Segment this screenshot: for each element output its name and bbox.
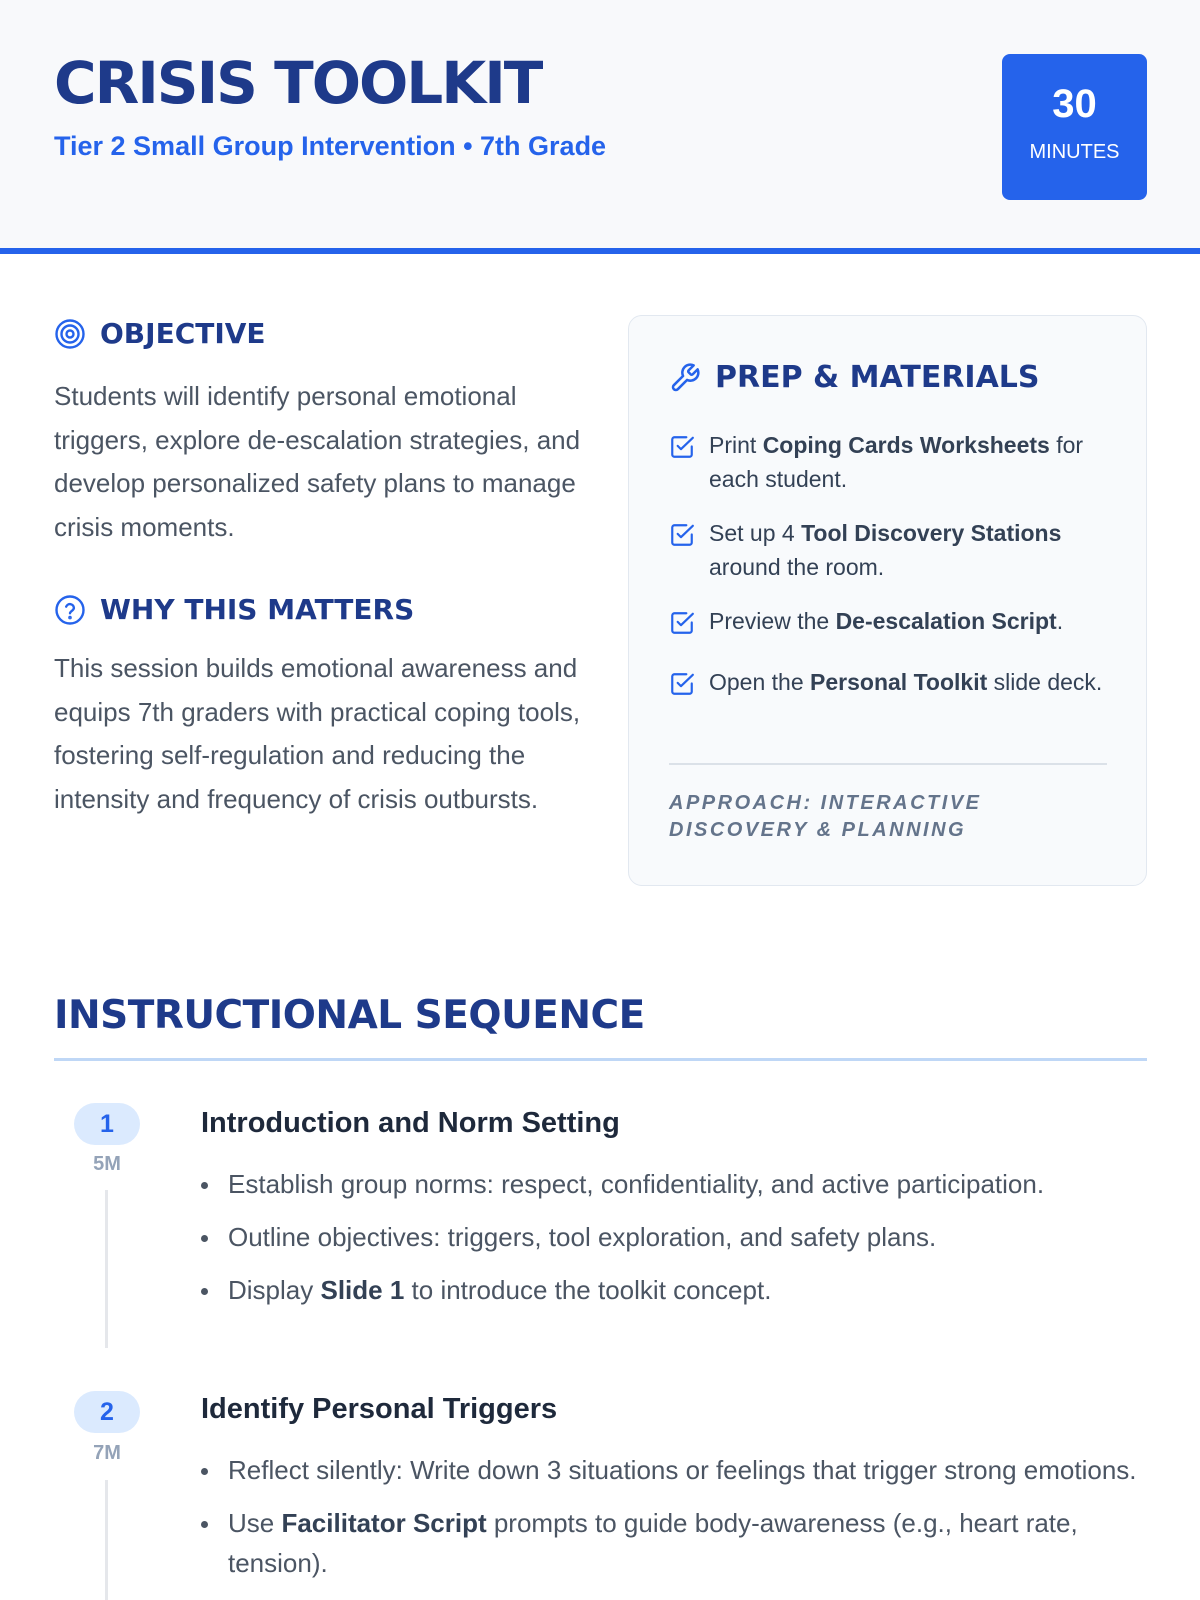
header bbox=[0, 0, 1200, 254]
step-bullet: Establish group norms: respect, confidentiality, and active participation. bbox=[201, 1164, 1141, 1204]
step-bullet: Display Slide 1 to introduce the toolkit concept. bbox=[201, 1270, 1141, 1310]
step-title: Identify Personal Triggers bbox=[201, 1393, 558, 1425]
prep-item bbox=[669, 665, 1109, 706]
approach-note: APPROACH: INTERACTIVE DISCOVERY & PLANNING bbox=[669, 792, 982, 841]
step-bullet: Outline objectives: triggers, tool exploration, and safety plans. bbox=[201, 1217, 1141, 1257]
why-heading bbox=[54, 593, 414, 626]
prep-item bbox=[669, 428, 1109, 496]
prep-divider bbox=[669, 763, 1107, 765]
sequence-divider bbox=[54, 1058, 1147, 1061]
why-text: This session builds emotional awareness and equips 7th graders with practical coping tools, fostering self-regulation and reducing the intensity and frequency of crisis outbursts. bbox=[54, 653, 581, 814]
target-icon bbox=[54, 318, 86, 350]
objective-text: Students will identify personal emotional triggers, explore de-escalation strategies, and develop personalized safety plans to manage crisis moments. bbox=[54, 381, 581, 542]
duration-badge bbox=[1002, 54, 1147, 200]
prep-item bbox=[669, 516, 1109, 584]
step-bullet: Reflect silently: Write down 3 situations or feelings that trigger strong emotions. bbox=[201, 1450, 1141, 1490]
duration-unit: MINUTES bbox=[1029, 141, 1120, 163]
step-bullet: Use Facilitator Script prompts to guide body-awareness (e.g., heart rate, tension). bbox=[201, 1503, 1141, 1583]
prep-item-text: Preview the De-escalation Script. bbox=[709, 608, 1064, 634]
step-bullets bbox=[201, 1450, 1141, 1596]
step-timeline-line bbox=[105, 1480, 108, 1600]
why-heading-label: WHY THIS MATTERS bbox=[100, 593, 415, 626]
checkbox-icon bbox=[669, 434, 695, 496]
step-duration: 5M bbox=[93, 1153, 121, 1175]
step-bullets bbox=[201, 1164, 1141, 1323]
step-number-badge: 2 bbox=[74, 1391, 140, 1433]
prep-heading bbox=[669, 360, 1040, 395]
prep-materials-card bbox=[628, 315, 1147, 886]
checkbox-icon bbox=[669, 522, 695, 584]
checkbox-icon bbox=[669, 671, 695, 706]
prep-heading-label: PREP & MATERIALS bbox=[715, 360, 1040, 395]
wrench-icon bbox=[669, 362, 701, 394]
step-timeline-line bbox=[105, 1190, 108, 1348]
step-duration: 7M bbox=[93, 1442, 121, 1464]
objective-heading-label: OBJECTIVE bbox=[100, 317, 266, 350]
prep-item-text: Print Coping Cards Worksheets for each student. bbox=[709, 432, 1084, 492]
page-title: CRISIS TOOLKIT bbox=[54, 49, 542, 117]
sequence-heading: INSTRUCTIONAL SEQUENCE bbox=[54, 993, 645, 1038]
prep-item bbox=[669, 604, 1109, 645]
duration-value: 30 bbox=[1052, 82, 1097, 126]
step-title: Introduction and Norm Setting bbox=[201, 1107, 620, 1139]
question-circle-icon bbox=[54, 594, 86, 626]
prep-item-text: Open the Personal Toolkit slide deck. bbox=[709, 669, 1103, 695]
prep-checklist bbox=[669, 428, 1109, 726]
checkbox-icon bbox=[669, 610, 695, 645]
objective-heading bbox=[54, 317, 266, 350]
prep-item-text: Set up 4 Tool Discovery Stations around the room. bbox=[709, 520, 1062, 580]
page-subtitle: Tier 2 Small Group Intervention • 7th Grade bbox=[54, 131, 607, 161]
step-number-badge: 1 bbox=[74, 1103, 140, 1145]
